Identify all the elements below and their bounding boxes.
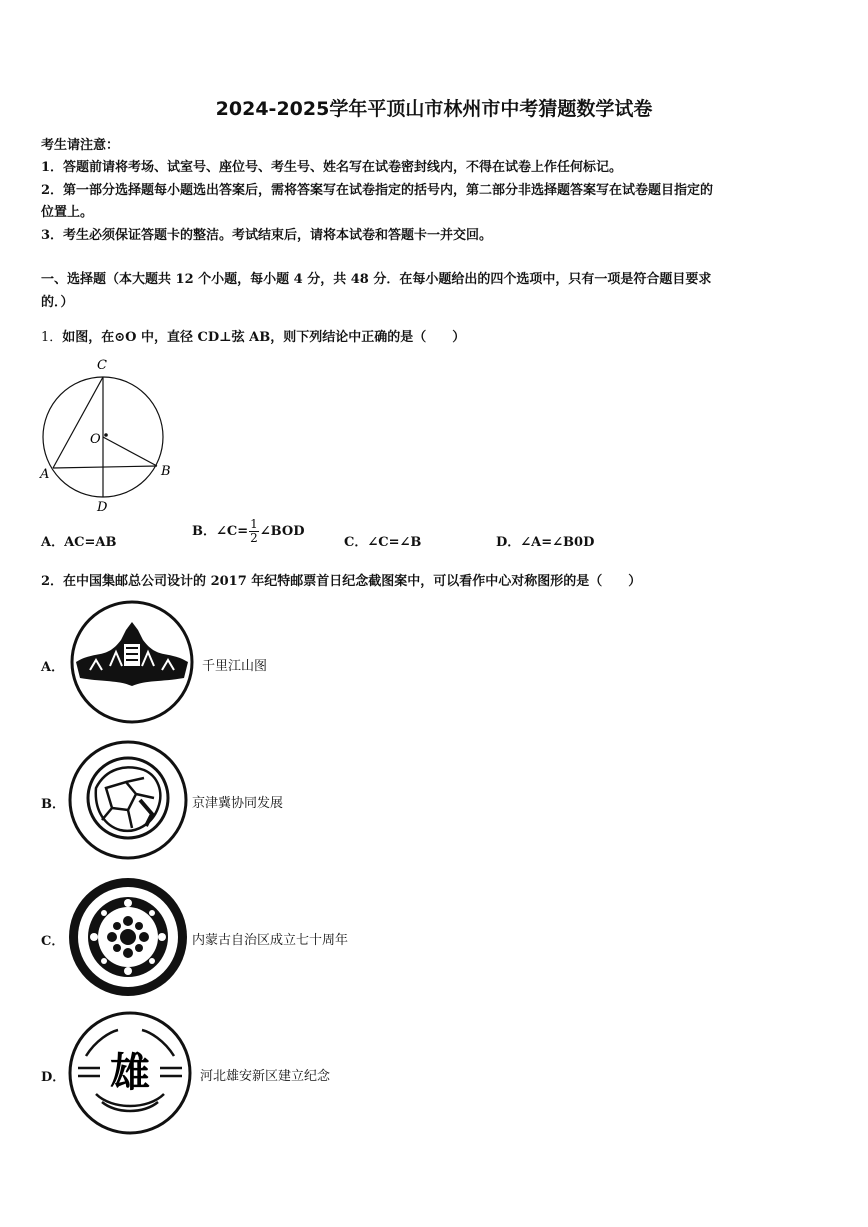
question-1-text: 如图，在⊙O 中，直径 CD⊥弦 AB，则下列结论中正确的是（ ）	[62, 330, 466, 345]
section-heading-line2: 的．）	[41, 295, 74, 310]
stamp-b-image	[66, 738, 190, 862]
question-1-option-c: C．∠C=∠B	[344, 535, 422, 550]
segment-ob	[103, 437, 157, 466]
question-1-figure	[36, 355, 186, 515]
chord-ab	[53, 466, 157, 468]
label-b: B	[161, 464, 171, 479]
stamp-d-image	[66, 1010, 198, 1136]
fraction-numerator: 1	[250, 517, 258, 531]
question-1-stem	[41, 326, 465, 345]
question-2-option-d-letter: D．	[41, 1070, 66, 1085]
question-1-option-d: D．∠A=∠B0D	[496, 535, 595, 550]
question-1-number: 1．	[41, 330, 63, 345]
question-2-option-b-letter: B．	[41, 797, 65, 812]
option-b-suffix: ∠BOD	[259, 524, 305, 539]
option-b-prefix: B．∠C=	[192, 524, 249, 539]
stamp-b-caption: 京津冀协同发展	[192, 796, 284, 811]
question-2-option-a-letter: A．	[41, 660, 65, 675]
label-a: A	[40, 467, 50, 482]
label-c: C	[97, 358, 107, 373]
label-o: O	[90, 432, 101, 447]
notice-item-2: 2．第一部分选择题每小题选出答案后，需将答案写在试卷指定的括号内，第二部分非选择题答案写在试卷题目指定的	[41, 183, 714, 198]
stamp-d-glyph: 雄	[110, 1049, 150, 1096]
stamp-a-image	[66, 600, 200, 726]
stamp-d-caption: 河北雄安新区建立纪念	[200, 1069, 331, 1084]
notice-heading: 考生请注意：	[41, 138, 120, 153]
stamp-c-image	[66, 876, 190, 1000]
stamp-c-caption: 内蒙古自治区成立七十周年	[192, 933, 349, 948]
section-heading-line1: 一、选择题（本大题共 12 个小题，每小题 4 分，共 48 分．在每小题给出的四个选项中，只有一项是符合题目要求	[41, 272, 712, 287]
stamp-a-caption: 千里江山图	[202, 659, 268, 674]
notice-item-3: 3．考生必须保证答题卡的整洁。考试结束后，请将本试卷和答题卡一并交回。	[41, 228, 493, 243]
label-d: D	[97, 500, 108, 515]
notice-item-2-cont: 位置上。	[41, 205, 94, 220]
fraction-denominator: 2	[250, 531, 258, 545]
notice-item-1: 1．答题前请将考场、试室号、座位号、考生号、姓名写在试卷密封线内，不得在试卷上作任何标记。	[41, 160, 623, 175]
center-point	[104, 433, 108, 437]
option-b-fraction	[249, 518, 259, 545]
page-title: 2024-2025学年平顶山市林州市中考猜题数学试卷	[215, 98, 653, 120]
question-1-option-b	[192, 518, 305, 545]
question-1-option-a: A．AC=AB	[41, 535, 117, 550]
segment-ac	[53, 377, 103, 468]
question-2-option-c-letter: C．	[41, 934, 65, 949]
question-2-stem: 2．在中国集邮总公司设计的 2017 年纪特邮票首日纪念截图案中，可以看作中心对称图形的是（ ）	[41, 574, 642, 589]
